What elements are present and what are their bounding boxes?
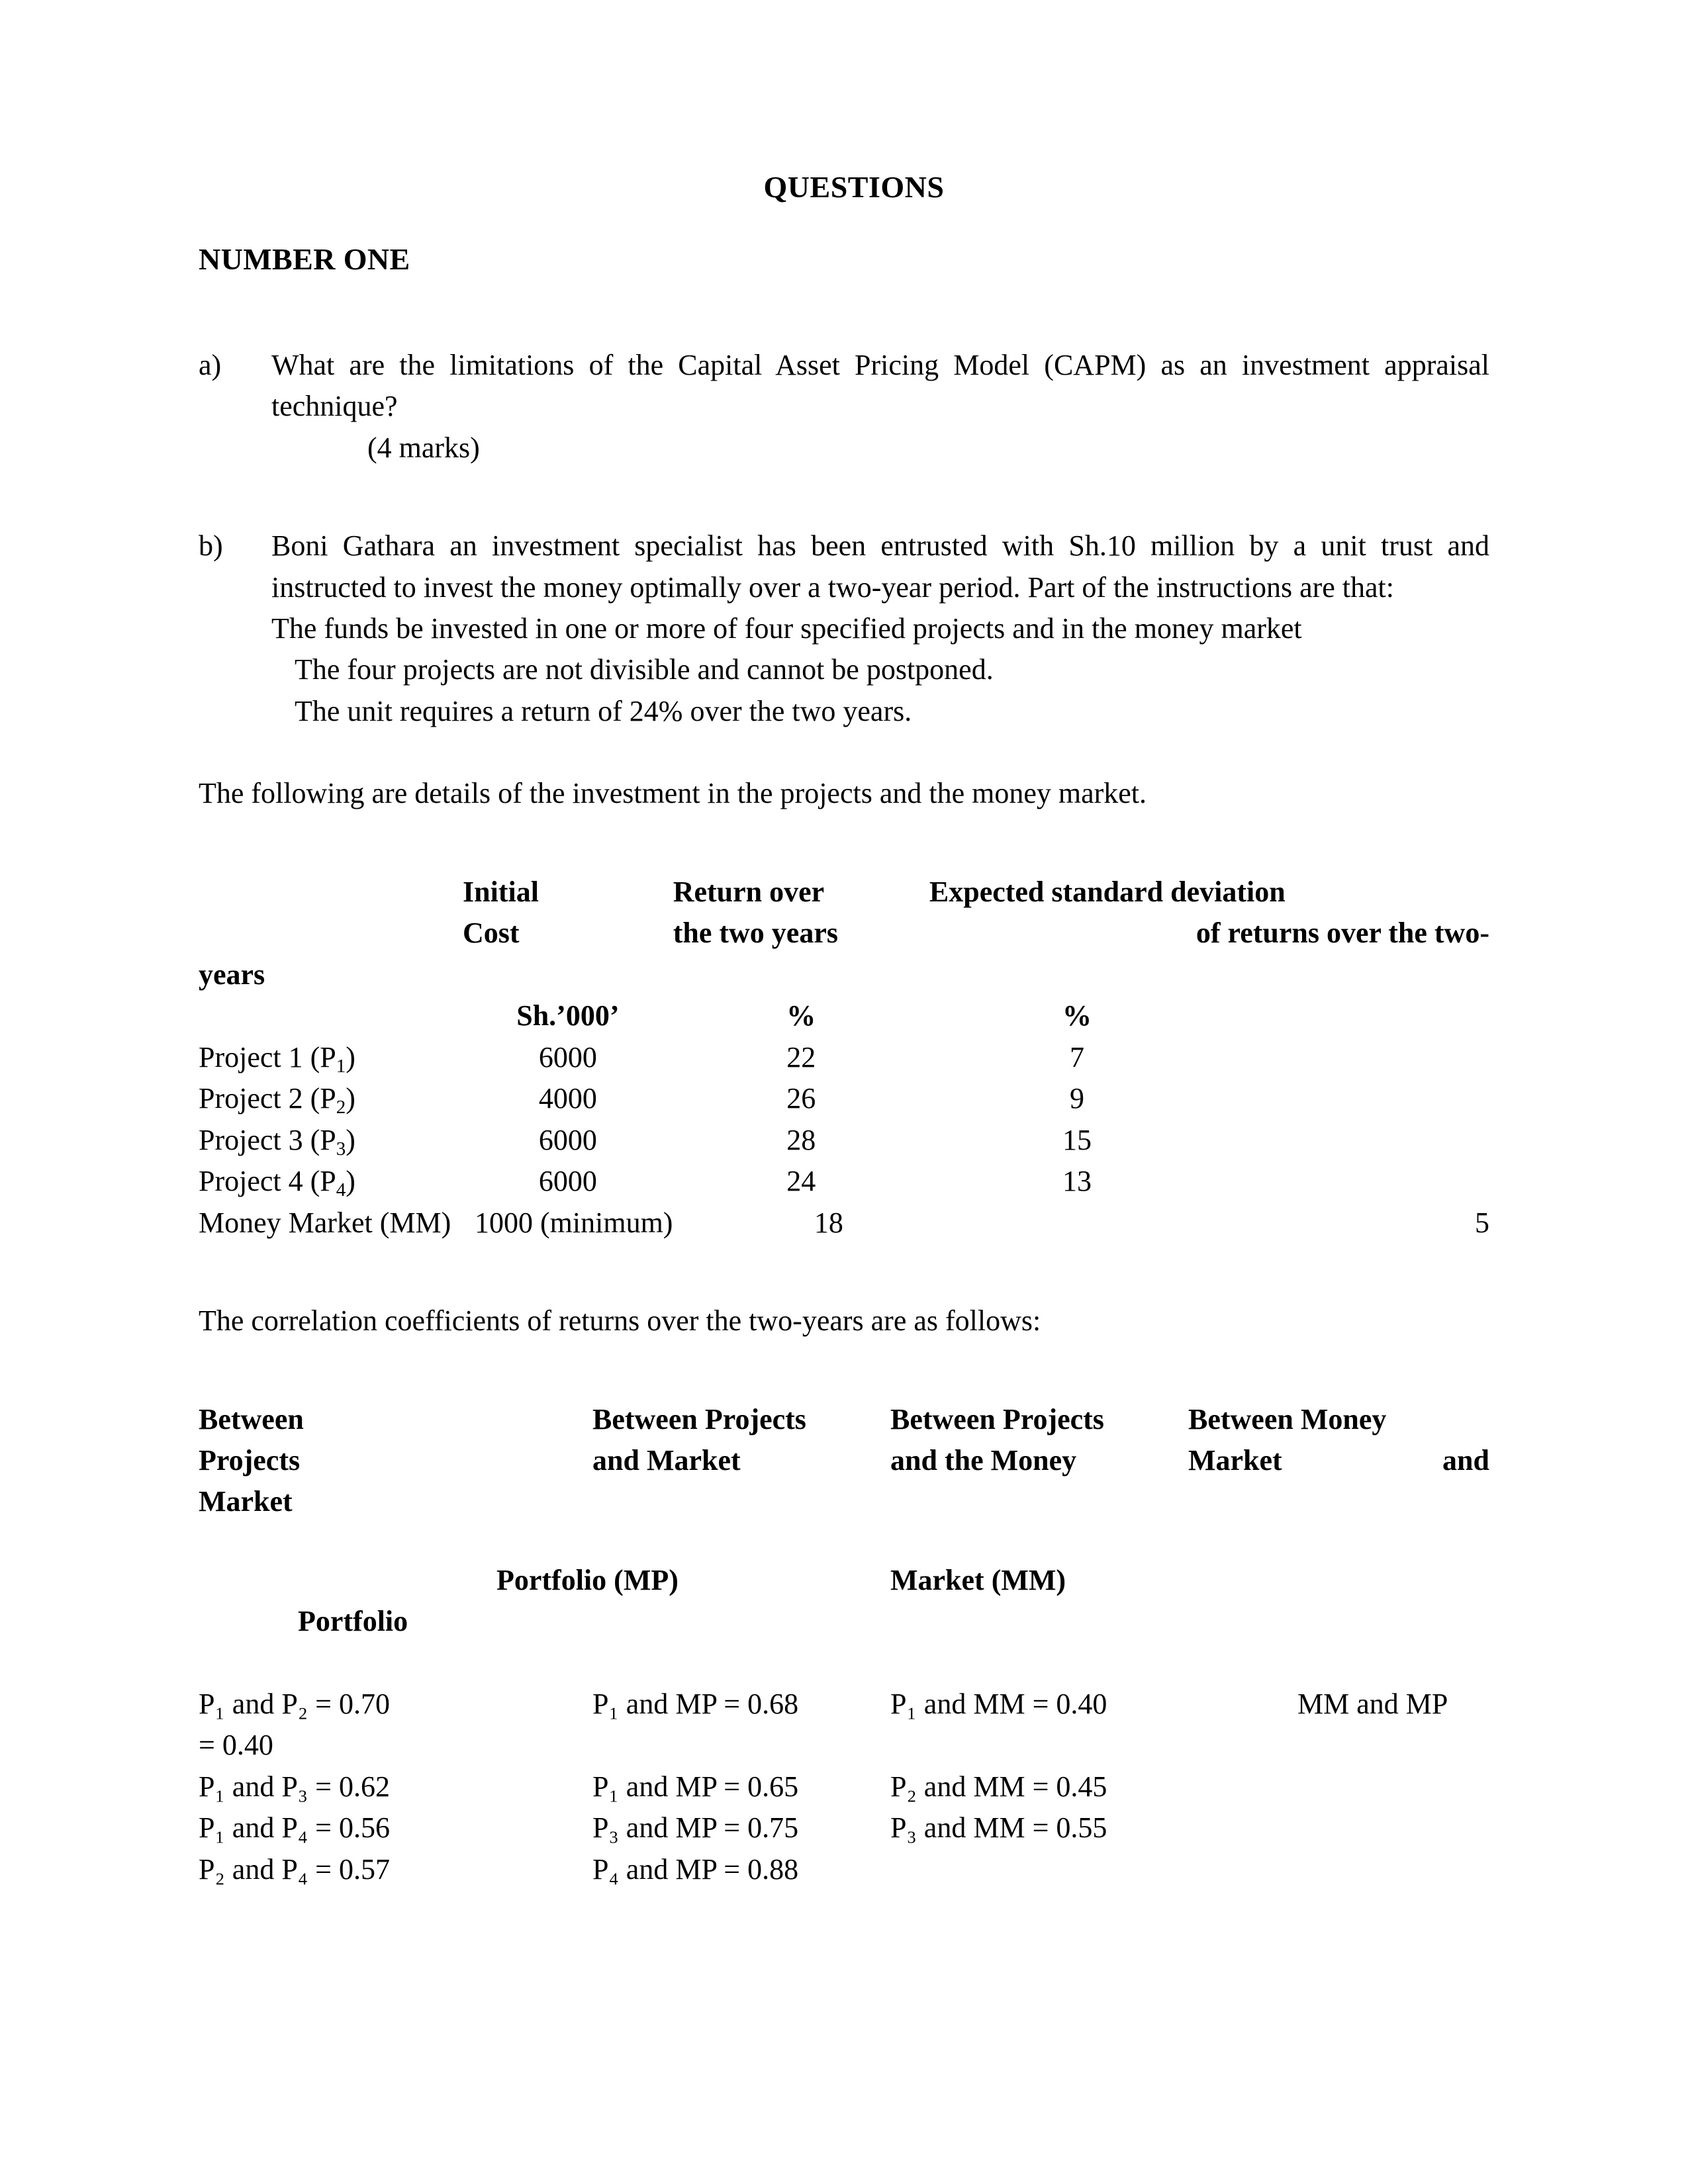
corr-row-1-col2: P₁ and MP = 0.65	[592, 1770, 799, 1803]
question-b-body	[271, 525, 1489, 732]
correlation-intro: The correlation coefficients of returns over the two-years are as follows:	[199, 1304, 1041, 1338]
row-name-project-3	[199, 1120, 463, 1161]
correlation-row-0-continuation: = 0.40	[199, 1729, 273, 1762]
corr-row-2-col4	[1297, 1807, 1489, 1848]
row-name-subscript: 2	[336, 1097, 346, 1118]
row-return-project-3: 28	[786, 1123, 816, 1156]
corr-header-col4-line2	[1188, 1440, 1489, 1481]
corr-header-col1-line3: Market	[199, 1485, 293, 1518]
row-sd-project-1: 7	[1069, 1040, 1084, 1073]
corr-row-2-col1: P₁ and P₄ = 0.56	[199, 1811, 390, 1844]
corr-subheader-portfolio-mp: Portfolio (MP)	[496, 1563, 679, 1596]
question-b-paragraph: Boni Gathara an investment specialist has been entrusted with Sh.10 million by a unit trust and instructed to invest the money optimally over a two-year period. Part of the instructions are that:	[271, 529, 1489, 604]
correlation-header-block	[199, 1399, 1489, 1643]
corr-subheader-blank-2	[1188, 1560, 1489, 1601]
row-sd-money-market: 5	[1475, 1206, 1489, 1239]
corr-header-col4-line1: Between Money	[1188, 1402, 1387, 1435]
corr-row-0-col4: MM and MP	[1297, 1687, 1448, 1720]
row-name-suffix: )	[346, 1123, 355, 1156]
corr-subheader-portfolio: Portfolio	[298, 1605, 408, 1638]
header-blank-2	[199, 913, 463, 954]
question-a-marks: (4 marks)	[367, 431, 480, 464]
spacer	[199, 1643, 1489, 1684]
row-name-subscript: 3	[336, 1138, 346, 1160]
row-return-project-2: 26	[786, 1082, 816, 1115]
corr-row-3-col4	[1297, 1849, 1489, 1890]
row-sd-project-3: 15	[1062, 1123, 1092, 1156]
units-return: %	[786, 999, 816, 1032]
header-expected-sd: Expected standard deviation	[929, 875, 1286, 908]
question-b-bullet-3: The unit requires a return of 24% over the two years.	[295, 694, 912, 727]
row-return-project-1: 22	[786, 1040, 816, 1073]
corr-row-0-col1: P₁ and P₂ = 0.70	[199, 1687, 390, 1720]
header-blank-3	[463, 954, 673, 995]
question-a	[199, 345, 1489, 469]
investment-table-intro: The following are details of the investment in the projects and the money market.	[199, 777, 1147, 810]
header-blank-5	[929, 954, 1489, 995]
row-cost-project-2: 4000	[538, 1082, 597, 1115]
header-the-two-years: the two years	[673, 917, 838, 950]
correlation-header-grid	[199, 1399, 1489, 1523]
corr-header-col4-market: Market	[1188, 1444, 1282, 1477]
row-name-suffix: )	[346, 1040, 355, 1073]
spacer	[199, 732, 1489, 773]
section-heading-number-one: NUMBER ONE	[199, 242, 410, 277]
corr-row-0-col3: P₁ and MM = 0.40	[890, 1687, 1107, 1720]
table-header-row-1	[199, 872, 1489, 913]
spacer	[199, 1244, 1489, 1300]
table-header-row-3	[199, 954, 1489, 995]
table-header-row-2	[199, 913, 1489, 954]
corr-row-3-col3	[890, 1849, 1297, 1890]
header-blank-1	[199, 872, 463, 913]
units-cost: Sh.’000’	[516, 999, 620, 1032]
row-name-suffix: )	[346, 1165, 355, 1198]
row-name-text: Project 3 (P	[199, 1123, 336, 1156]
row-cost-project-3: 6000	[538, 1123, 597, 1156]
row-return-project-4: 24	[786, 1165, 816, 1198]
table-units-row	[199, 995, 1489, 1036]
question-b-marker: b)	[199, 529, 223, 563]
correlation-data-block	[199, 1684, 1489, 1890]
table-row	[199, 1037, 1489, 1078]
row-name-text: Project 4 (P	[199, 1165, 336, 1198]
row-cost-project-4: 6000	[538, 1165, 597, 1198]
table-row	[199, 1161, 1489, 1202]
corr-header-col1-line2: Projects	[199, 1444, 301, 1477]
row-name-project-2	[199, 1078, 463, 1119]
row-name-text: Project 1 (P	[199, 1040, 336, 1073]
correlation-subheader-grid	[199, 1560, 1489, 1601]
header-of-returns-two: of returns over the two-	[1196, 917, 1489, 950]
corr-row-1-col4	[1297, 1766, 1489, 1807]
row-name-suffix: )	[346, 1082, 355, 1115]
row-name-subscript: 4	[336, 1179, 346, 1201]
question-b-bullet-2: The four projects are not divisible and cannot be postponed.	[295, 653, 994, 686]
spacer	[199, 1342, 1489, 1399]
header-cost: Cost	[463, 917, 520, 950]
investment-details-table	[199, 872, 1489, 1244]
correlation-row	[199, 1849, 1489, 1890]
corr-header-col3	[890, 1399, 1188, 1523]
header-years: years	[199, 958, 265, 991]
header-initial: Initial	[463, 875, 539, 908]
row-sd-project-4: 13	[1062, 1165, 1092, 1198]
corr-row-3-col1: P₂ and P₄ = 0.57	[199, 1852, 390, 1886]
question-b-bullet-1: The funds be invested in one or more of four specified projects and in the money market	[271, 612, 1302, 645]
corr-row-2-col3: P₃ and MM = 0.55	[890, 1811, 1107, 1844]
corr-header-col4-and: and	[1442, 1444, 1489, 1477]
spacer	[199, 815, 1489, 872]
row-cost-money-market: 1000 (minimum)	[475, 1206, 673, 1239]
question-b	[199, 525, 1489, 732]
header-return-over: Return over	[673, 875, 825, 908]
corr-subheader-market-mm: Market (MM)	[890, 1563, 1066, 1596]
corr-row-2-col2: P₃ and MP = 0.75	[592, 1811, 799, 1844]
corr-header-col2-line2: and Market	[592, 1444, 741, 1477]
corr-header-col3-line2: and the Money	[890, 1444, 1077, 1477]
question-a-text: What are the limitations of the Capital Asset Pricing Model (CAPM) as an investment appraisal technique?	[271, 348, 1489, 423]
correlation-row	[199, 1807, 1489, 1848]
row-name-money-market: Money Market (MM)	[199, 1206, 451, 1239]
table-row	[199, 1078, 1489, 1119]
corr-header-col2-line1: Between Projects	[592, 1402, 806, 1435]
row-sd-project-2: 9	[1069, 1082, 1084, 1115]
corr-header-col4	[1188, 1399, 1489, 1523]
units-sd: %	[1062, 999, 1092, 1032]
row-return-money-market: 18	[814, 1206, 843, 1239]
spacer	[199, 469, 1489, 525]
corr-subheader-blank	[199, 1560, 496, 1601]
header-blank-4	[673, 954, 929, 995]
row-cost-project-1: 6000	[538, 1040, 597, 1073]
corr-header-col3-line1: Between Projects	[890, 1402, 1104, 1435]
row-name-text: Project 2 (P	[199, 1082, 336, 1115]
corr-row-1-col1: P₁ and P₃ = 0.62	[199, 1770, 390, 1803]
row-name-project-4	[199, 1161, 463, 1202]
question-a-marker: a)	[199, 348, 222, 381]
document-content	[199, 165, 1489, 1890]
row-name-project-1	[199, 1037, 463, 1078]
units-blank	[199, 995, 463, 1036]
corr-row-3-col2: P₄ and MP = 0.88	[592, 1852, 799, 1886]
page-title: QUESTIONS	[763, 170, 945, 204]
table-row	[199, 1203, 1489, 1244]
table-row	[199, 1120, 1489, 1161]
corr-header-col1	[199, 1399, 592, 1523]
question-a-body	[271, 345, 1489, 469]
row-name-subscript: 1	[336, 1055, 346, 1077]
correlation-row	[199, 1684, 1489, 1725]
corr-header-col2	[592, 1399, 890, 1523]
corr-header-col1-line1: Between	[199, 1402, 304, 1435]
corr-row-1-col3: P₂ and MM = 0.45	[890, 1770, 1107, 1803]
corr-row-0-col2: P₁ and MP = 0.68	[592, 1687, 799, 1720]
correlation-row	[199, 1766, 1489, 1807]
